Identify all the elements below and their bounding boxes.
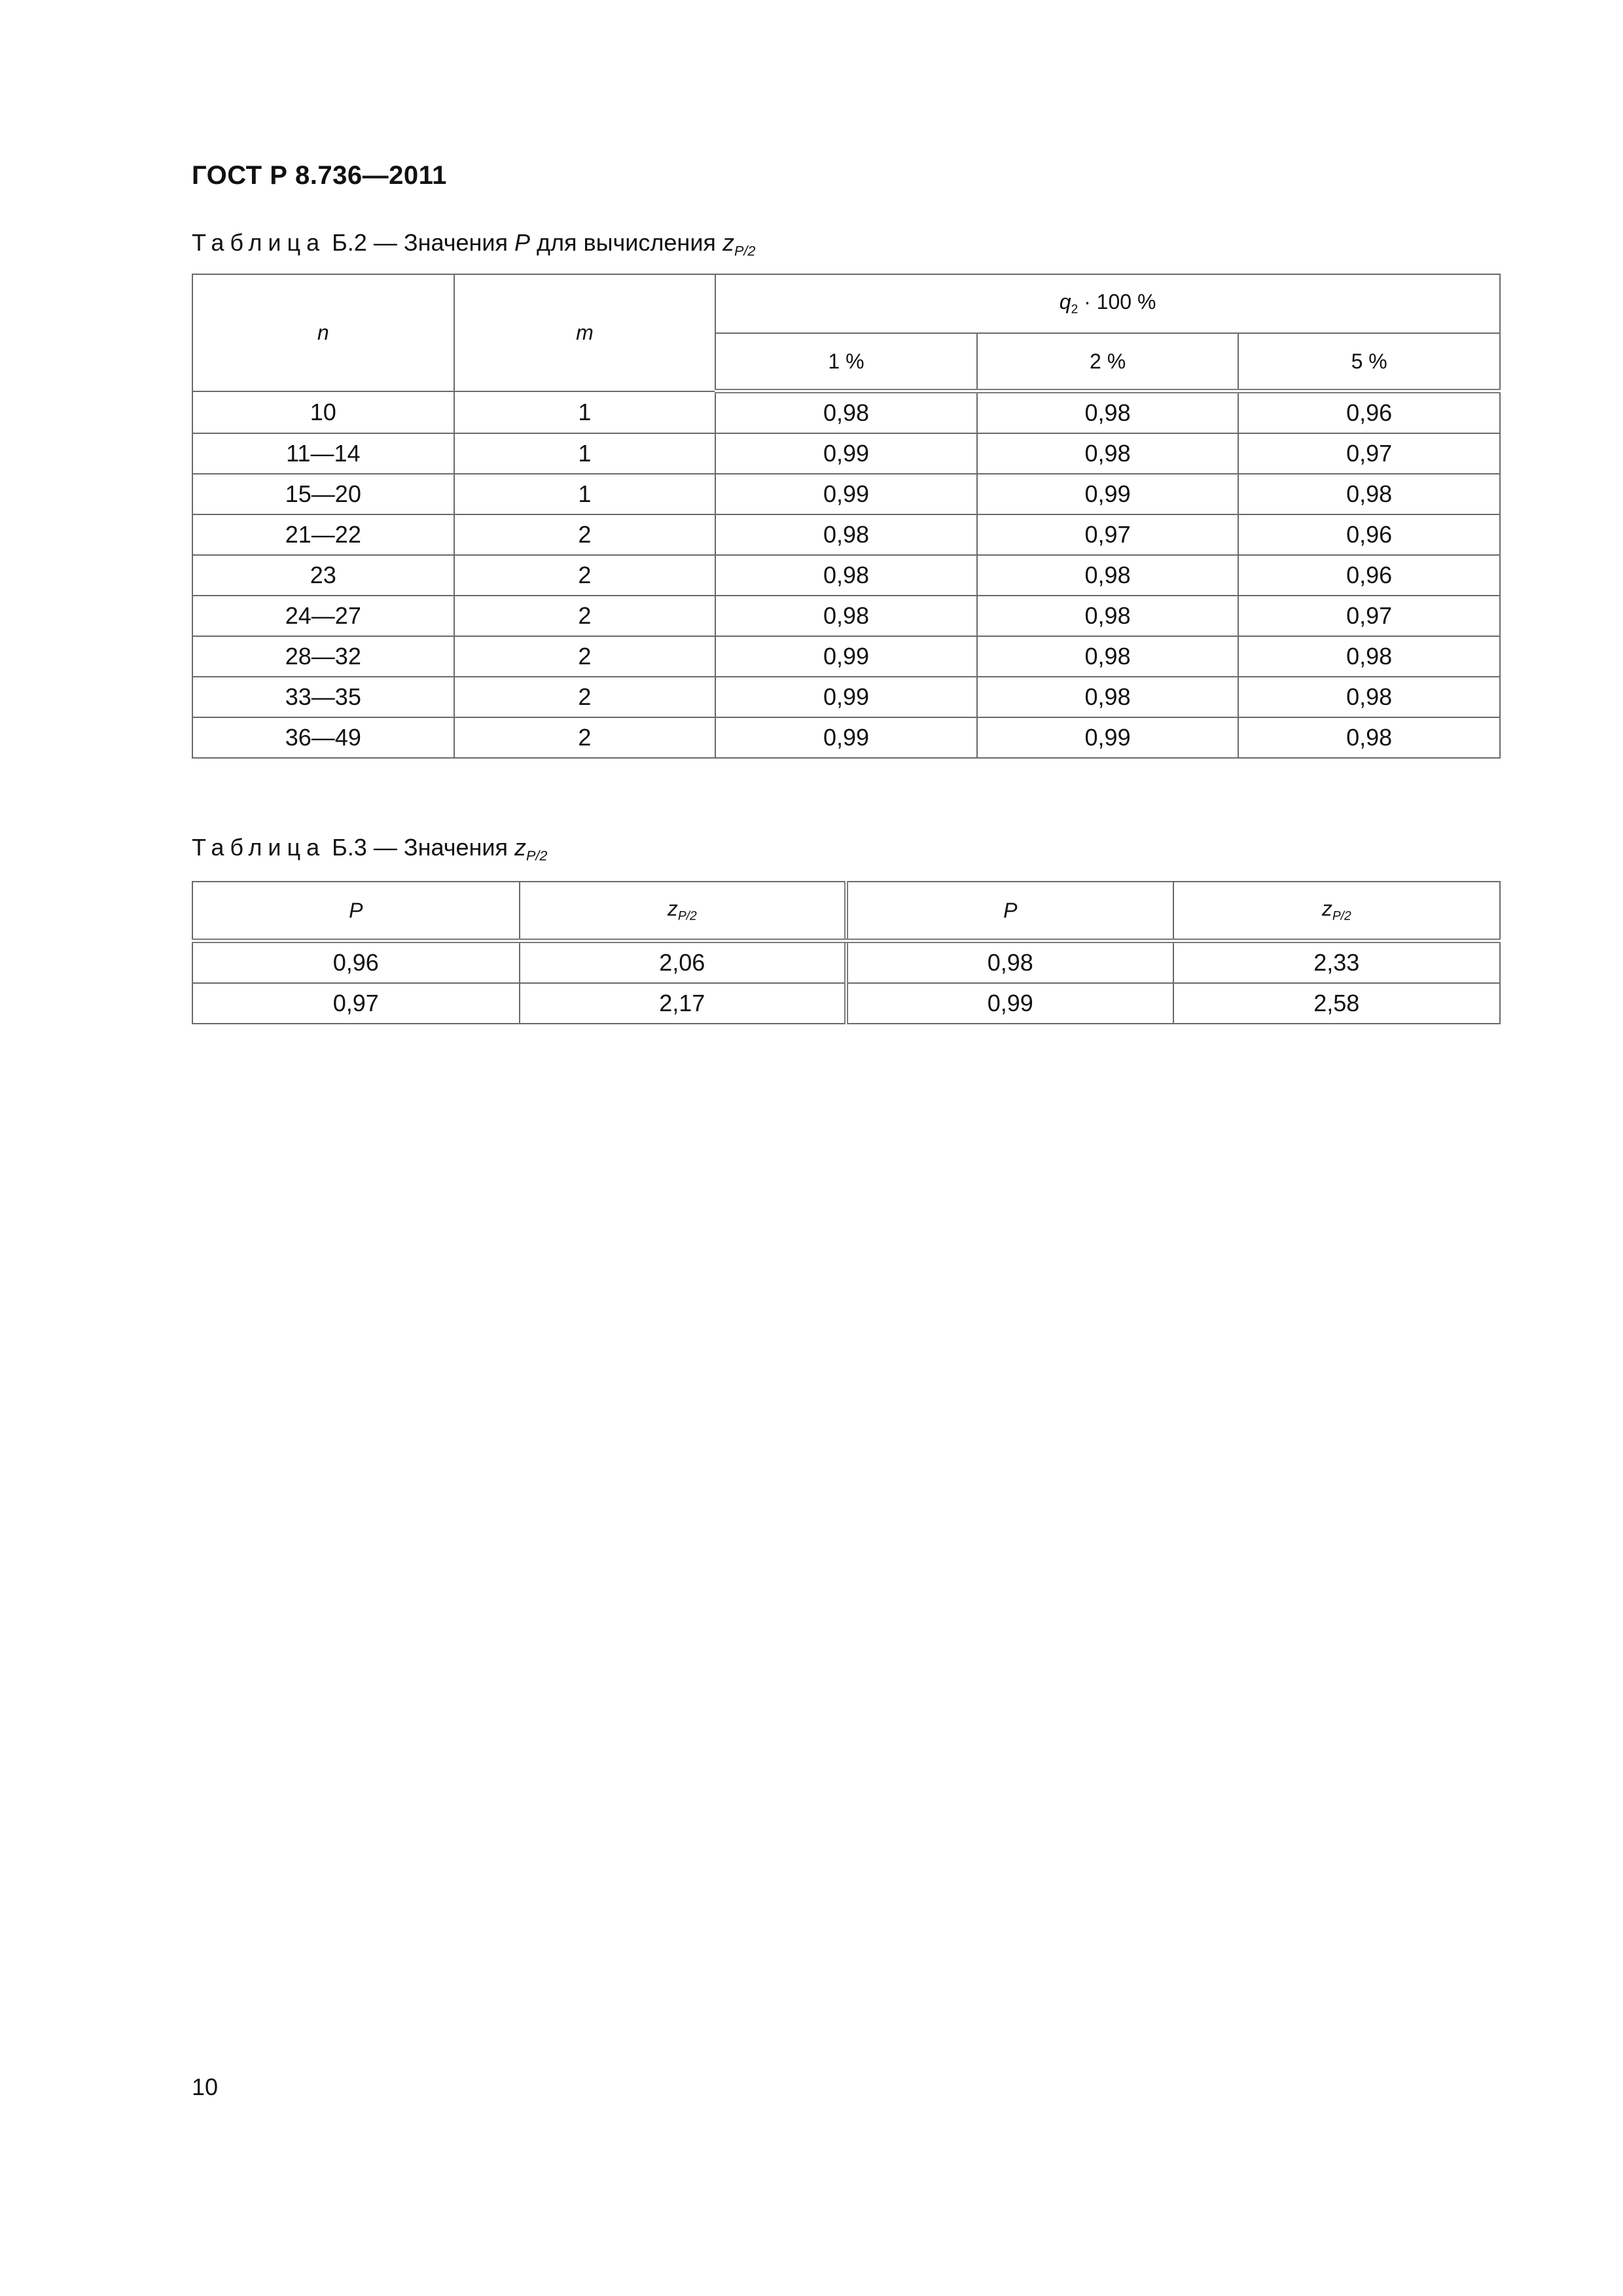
table-cell: 0,99 [846, 983, 1173, 1024]
table-cell: 0,98 [977, 391, 1239, 434]
table-b3-caption [192, 834, 547, 865]
table-b3-header-row [192, 882, 1500, 941]
header-z-left [520, 882, 847, 941]
table-cell: 0,98 [977, 636, 1239, 677]
table-cell: 0,99 [715, 717, 977, 758]
table-cell: 0,99 [715, 636, 977, 677]
table-cell: 10 [192, 391, 454, 434]
caption-z-symbol [514, 834, 548, 864]
table-b3 [192, 881, 1501, 1024]
table-cell: 0,99 [715, 433, 977, 474]
z-subscript: P/2 [677, 909, 697, 924]
table-cell: 0,98 [715, 514, 977, 555]
caption-number: Б.3 [332, 834, 367, 861]
table-b3-body [192, 941, 1500, 1024]
table-cell: 0,98 [977, 677, 1239, 717]
table-cell: 15—20 [192, 474, 454, 514]
q-letter: q [1059, 290, 1071, 314]
table-cell: 0,98 [715, 596, 977, 636]
table-cell: 2,17 [520, 983, 847, 1024]
table-cell: 2 [454, 555, 716, 596]
table-cell: 0,99 [977, 474, 1239, 514]
z-subscript: P/2 [734, 242, 756, 259]
table-cell: 2,58 [1173, 983, 1501, 1024]
caption-dash: — [373, 834, 397, 861]
table-cell: 36—49 [192, 717, 454, 758]
table-cell: 0,98 [977, 433, 1239, 474]
table-cell: 0,97 [977, 514, 1239, 555]
table-cell: 1 [454, 433, 716, 474]
subheader-2pct: 2 % [977, 333, 1239, 391]
table-row [192, 717, 1500, 758]
table-cell: 2 [454, 514, 716, 555]
header-m: m [454, 274, 716, 391]
table-cell: 2 [454, 677, 716, 717]
table-cell: 21—22 [192, 514, 454, 555]
table-cell: 0,98 [1238, 717, 1500, 758]
table-row [192, 514, 1500, 555]
table-cell: 0,99 [977, 717, 1239, 758]
table-row [192, 596, 1500, 636]
table-cell: 0,98 [1238, 677, 1500, 717]
table-row [192, 433, 1500, 474]
table-b2-caption [192, 229, 755, 260]
table-b2-body [192, 391, 1500, 759]
caption-text: для вычисления [537, 229, 716, 256]
table-cell: 0,98 [715, 555, 977, 596]
table-cell: 0,96 [1238, 514, 1500, 555]
table-cell: 11—14 [192, 433, 454, 474]
table-cell: 0,96 [1238, 391, 1500, 434]
caption-word: Таблица [192, 229, 326, 256]
table-row [192, 983, 1500, 1024]
table-cell: 1 [454, 474, 716, 514]
caption-word: Таблица [192, 834, 326, 861]
caption-text: Значения [403, 834, 508, 861]
document-code: ГОСТ Р 8.736—2011 [192, 161, 447, 190]
caption-text: Значения [403, 229, 508, 256]
header-p-right: P [846, 882, 1173, 941]
table-b2-header-row [192, 274, 1500, 333]
table-row [192, 391, 1500, 434]
table-cell: 33—35 [192, 677, 454, 717]
z-letter: z [667, 897, 678, 921]
table-row [192, 474, 1500, 514]
table-cell: 0,98 [977, 555, 1239, 596]
z-letter: z [514, 834, 526, 861]
table-cell: 0,99 [715, 474, 977, 514]
table-cell: 0,98 [977, 596, 1239, 636]
table-cell: 0,96 [1238, 555, 1500, 596]
caption-number: Б.2 [332, 229, 367, 256]
header-q2-group [715, 274, 1500, 333]
header-p-left: P [192, 882, 520, 941]
q-subscript: 2 [1071, 302, 1079, 317]
table-cell: 0,97 [192, 983, 520, 1024]
table-cell: 2,33 [1173, 941, 1501, 984]
table-cell: 24—27 [192, 596, 454, 636]
table-cell: 0,97 [1238, 433, 1500, 474]
table-row [192, 636, 1500, 677]
table-cell: 0,98 [1238, 636, 1500, 677]
table-row [192, 555, 1500, 596]
z-letter: z [1321, 897, 1332, 921]
caption-variable: P [514, 229, 531, 256]
table-cell: 0,98 [846, 941, 1173, 984]
header-z-right [1173, 882, 1501, 941]
table-cell: 0,96 [192, 941, 520, 984]
table-cell: 2 [454, 717, 716, 758]
subheader-5pct: 5 % [1238, 333, 1500, 391]
z-subscript: P/2 [526, 847, 548, 864]
subheader-1pct: 1 % [715, 333, 977, 391]
table-cell: 28—32 [192, 636, 454, 677]
z-letter: z [722, 229, 734, 256]
table-cell: 23 [192, 555, 454, 596]
header-n: n [192, 274, 454, 391]
caption-dash: — [373, 229, 397, 256]
table-cell: 1 [454, 391, 716, 434]
z-subscript: P/2 [1332, 909, 1351, 924]
table-cell: 2 [454, 596, 716, 636]
table-cell: 2,06 [520, 941, 847, 984]
caption-z-symbol [722, 229, 756, 259]
table-cell: 0,98 [1238, 474, 1500, 514]
table-cell: 0,97 [1238, 596, 1500, 636]
q-multiplier: · 100 % [1084, 290, 1156, 314]
table-cell: 2 [454, 636, 716, 677]
table-cell: 0,99 [715, 677, 977, 717]
page-number: 10 [192, 2073, 219, 2100]
table-row [192, 941, 1500, 984]
table-b2 [192, 274, 1501, 759]
table-row [192, 677, 1500, 717]
table-cell: 0,98 [715, 391, 977, 434]
